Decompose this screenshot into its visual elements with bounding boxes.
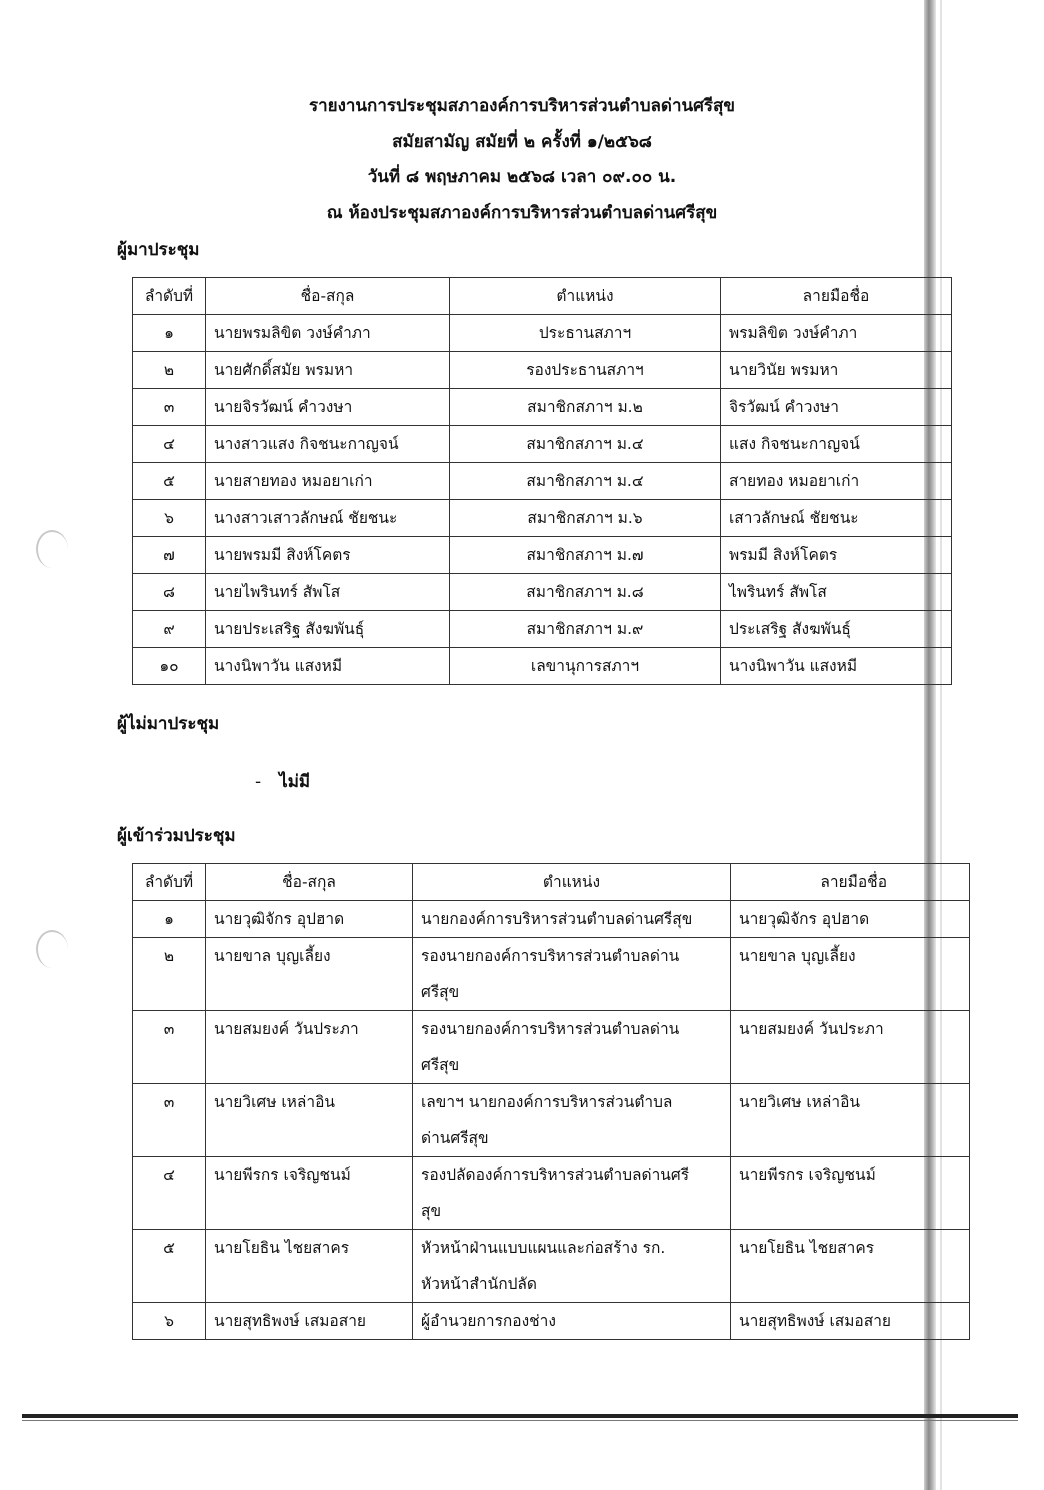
table-row [133, 463, 952, 500]
participant-signature: นายโยธิน ไชยสาคร [731, 1230, 970, 1303]
position-line: สุข [421, 1202, 442, 1220]
row-number: ๔ [133, 426, 206, 463]
position-line: หัวหน้าสำนักปลัด [421, 1275, 537, 1293]
participant-position [413, 1011, 731, 1084]
participant-position [413, 1084, 731, 1157]
position-line: รองปลัดองค์การบริหารส่วนตำบลด่านศรี [421, 1166, 690, 1184]
table-row [133, 1157, 970, 1230]
member-signature: ประเสริฐ สังฆพันธุ์ [721, 611, 952, 648]
table-row [133, 389, 952, 426]
attendees-table [132, 277, 952, 685]
participant-signature: นายวุฒิจักร อุปฮาด [731, 901, 970, 938]
position-line: ศรีสุข [421, 983, 460, 1001]
table-row [133, 938, 970, 1011]
participant-signature: นายพีรกร เจริญชนม์ [731, 1157, 970, 1230]
table-row [133, 315, 952, 352]
position-line: หัวหน้าฝ่านแบบแผนและก่อสร้าง รก. [421, 1239, 666, 1257]
participant-position [413, 1230, 731, 1303]
table-header-row [133, 278, 952, 315]
column-header-signature: ลายมือชื่อ [721, 278, 952, 315]
position-line: รองนายกองค์การบริหารส่วนตำบลด่าน [421, 1020, 680, 1038]
member-signature: นางนิพาวัน แสงหมี [721, 648, 952, 685]
attendees-heading: ผู้มาประชุม [117, 240, 200, 260]
member-name: นายศักดิ์สมัย พรมหา [206, 352, 450, 389]
table-row [133, 574, 952, 611]
participant-name: นายสมยงค์ วันประภา [206, 1011, 413, 1084]
participant-name: นายโยธิน ไชยสาคร [206, 1230, 413, 1303]
venue-line: ณ ห้องประชุมสภาองค์การบริหารส่วนตำบลด่านศรีสุข [326, 203, 718, 223]
row-number: ๕ [133, 463, 206, 500]
member-name: นางนิพาวัน แสงหมี [206, 648, 450, 685]
page-bottom-rule [22, 1414, 1018, 1418]
row-number: ๑๐ [133, 648, 206, 685]
table-row [133, 1230, 970, 1303]
member-name: นางสาวแสง กิจชนะกาญจน์ [206, 426, 450, 463]
position-line: ด่านศรีสุข [421, 1129, 489, 1147]
column-header-name: ชื่อ-สกุล [206, 278, 450, 315]
member-position: สมาชิกสภาฯ ม.๘ [450, 574, 721, 611]
row-number: ๓ [133, 1084, 206, 1157]
table-row [133, 426, 952, 463]
position-line: ผู้อำนวยการกองช่าง [421, 1312, 556, 1330]
row-number: ๗ [133, 537, 206, 574]
page-bottom-rule-thin [22, 1420, 1018, 1421]
participant-position [413, 938, 731, 1011]
member-name: นายจิรวัฒน์ คำวงษา [206, 389, 450, 426]
table-row [133, 901, 970, 938]
member-position: ประธานสภาฯ [450, 315, 721, 352]
member-position: สมาชิกสภาฯ ม.๔ [450, 426, 721, 463]
participant-signature: นายสมยงค์ วันประภา [731, 1011, 970, 1084]
absentees-entry [255, 768, 310, 795]
participant-position [413, 901, 731, 938]
member-signature: พรมลิขิต วงษ์คำภา [721, 315, 952, 352]
member-position: สมาชิกสภาฯ ม.๒ [450, 389, 721, 426]
table-row [133, 352, 952, 389]
member-signature: จิรวัฒน์ คำวงษา [721, 389, 952, 426]
participant-name: นายสุทธิพงษ์ เสมอสาย [206, 1303, 413, 1340]
member-signature: พรมมี สิงห์โคตร [721, 537, 952, 574]
table-row [133, 1084, 970, 1157]
position-line: ศรีสุข [421, 1056, 460, 1074]
punch-hole-mark [36, 530, 68, 568]
participant-name: นายวุฒิจักร อุปฮาด [206, 901, 413, 938]
participant-signature: นายสุทธิพงษ์ เสมอสาย [731, 1303, 970, 1340]
punch-hole-mark [36, 930, 68, 968]
member-signature: แสง กิจชนะกาญจน์ [721, 426, 952, 463]
table-header-row [133, 864, 970, 901]
row-number: ๑ [133, 901, 206, 938]
row-number: ๘ [133, 574, 206, 611]
participant-position [413, 1157, 731, 1230]
bullet-dash: - [255, 772, 262, 792]
member-name: นายพรมลิขิต วงษ์คำภา [206, 315, 450, 352]
table-row [133, 1011, 970, 1084]
date-time-line: วันที่ ๘ พฤษภาคม ๒๕๖๘ เวลา ๐๙.๐๐ น. [367, 167, 677, 187]
column-header-signature: ลายมือชื่อ [731, 864, 970, 901]
participant-signature: นายวิเศษ เหล่าอิน [731, 1084, 970, 1157]
row-number: ๔ [133, 1157, 206, 1230]
participant-name: นายพีรกร เจริญชนม์ [206, 1157, 413, 1230]
row-number: ๒ [133, 938, 206, 1011]
column-header-position: ตำแหน่ง [450, 278, 721, 315]
member-position: สมาชิกสภาฯ ม.๖ [450, 500, 721, 537]
member-name: นายไพรินทร์ สัพโส [206, 574, 450, 611]
row-number: ๑ [133, 315, 206, 352]
row-number: ๖ [133, 1303, 206, 1340]
member-name: นายพรมมี สิงห์โคตร [206, 537, 450, 574]
member-signature: เสาวลักษณ์ ชัยชนะ [721, 500, 952, 537]
participant-name: นายวิเศษ เหล่าอิน [206, 1084, 413, 1157]
position-line: เลขาฯ นายกองค์การบริหารส่วนตำบล [421, 1093, 673, 1111]
member-position: สมาชิกสภาฯ ม.๔ [450, 463, 721, 500]
session-line: สมัยสามัญ สมัยที่ ๒ ครั้งที่ ๑/๒๕๖๘ [392, 132, 652, 152]
member-position: เลขานุการสภาฯ [450, 648, 721, 685]
row-number: ๓ [133, 389, 206, 426]
member-name: นายประเสริฐ สังฆพันธุ์ [206, 611, 450, 648]
participant-position [413, 1303, 731, 1340]
member-name: นางสาวเสาวลักษณ์ ชัยชนะ [206, 500, 450, 537]
row-number: ๒ [133, 352, 206, 389]
member-position: สมาชิกสภาฯ ม.๗ [450, 537, 721, 574]
table-row [133, 611, 952, 648]
row-number: ๕ [133, 1230, 206, 1303]
participant-signature: นายขาล บุญเลี้ยง [731, 938, 970, 1011]
table-row [133, 537, 952, 574]
row-number: ๖ [133, 500, 206, 537]
table-row [133, 1303, 970, 1340]
table-row [133, 648, 952, 685]
column-header-name: ชื่อ-สกุล [206, 864, 413, 901]
member-position: สมาชิกสภาฯ ม.๙ [450, 611, 721, 648]
member-signature: ไพรินทร์ สัพโส [721, 574, 952, 611]
column-header-number: ลำดับที่ [133, 278, 206, 315]
position-line: รองนายกองค์การบริหารส่วนตำบลด่าน [421, 947, 680, 965]
absentees-value: ไม่มี [279, 772, 311, 792]
member-position: รองประธานสภาฯ [450, 352, 721, 389]
participants-table [132, 863, 970, 1340]
row-number: ๓ [133, 1011, 206, 1084]
absentees-heading: ผู้ไม่มาประชุม [117, 714, 220, 734]
member-signature: นายวินัย พรมหา [721, 352, 952, 389]
position-line: นายกองค์การบริหารส่วนตำบลด่านศรีสุข [421, 910, 693, 928]
participants-heading: ผู้เข้าร่วมประชุม [117, 826, 236, 846]
table-row [133, 500, 952, 537]
row-number: ๙ [133, 611, 206, 648]
participant-name: นายขาล บุญเลี้ยง [206, 938, 413, 1011]
column-header-number: ลำดับที่ [133, 864, 206, 901]
member-signature: สายทอง หมอยาเก่า [721, 463, 952, 500]
member-name: นายสายทอง หมอยาเก่า [206, 463, 450, 500]
report-title: รายงานการประชุมสภาองค์การบริหารส่วนตำบลด่านศรีสุข [308, 96, 736, 116]
column-header-position: ตำแหน่ง [413, 864, 731, 901]
